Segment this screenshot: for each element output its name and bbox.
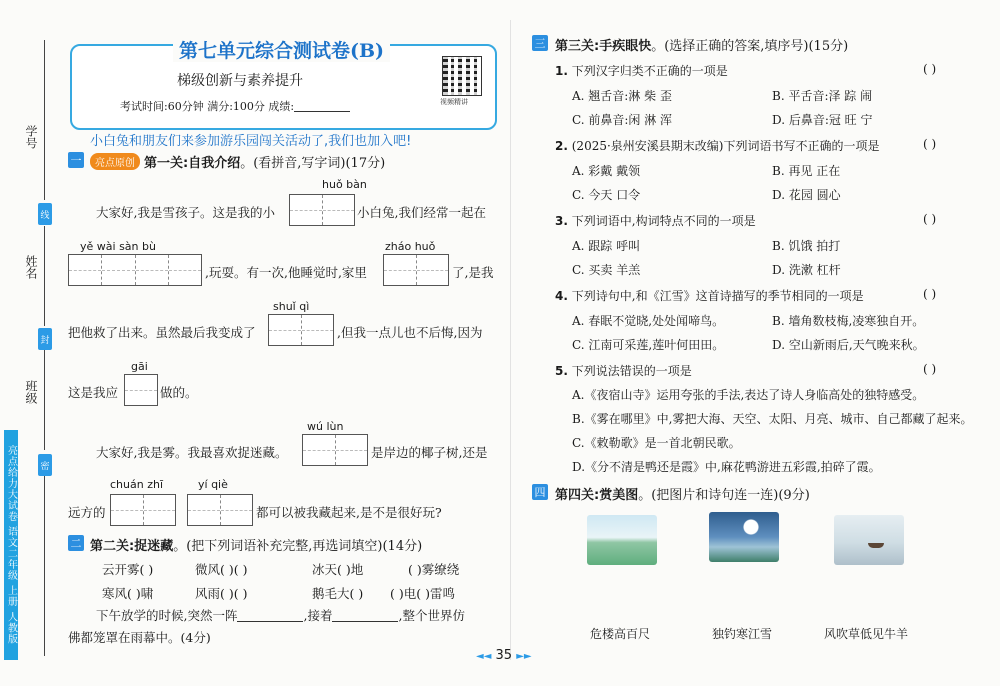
pinyin: yí qiè — [198, 478, 228, 491]
section-number: 三 — [532, 35, 548, 51]
writing-grid[interactable] — [383, 254, 449, 286]
section-4-heading: 第四关:赏美图。(把图片和诗句连一连)(9分) — [555, 488, 810, 503]
option: B. 再见 正在 — [772, 164, 841, 178]
option: D. 洗漱 杠杆 — [772, 263, 841, 277]
passage-text: ,玩耍。有一次,他睡觉时,家里 — [205, 265, 367, 280]
passage-text: ,但我一点儿也不后悔,因为 — [337, 325, 483, 340]
binding-knot: 线 — [38, 203, 52, 225]
idiom-item[interactable]: 云开雾( ) — [102, 562, 154, 577]
passage-text: 大家好,我是雪孩子。这是我的小 — [96, 205, 275, 220]
option: C. 买卖 羊羔 — [572, 263, 641, 277]
passage-text: 做的。 — [160, 385, 198, 400]
page-title: 第七单元综合测试卷(B) — [70, 36, 493, 63]
poem-caption[interactable]: 危楼高百尺 — [590, 627, 651, 641]
idiom-item[interactable]: 风雨( )( ) — [195, 586, 248, 601]
answer-paren[interactable]: ( ) — [923, 212, 937, 226]
section-number: 二 — [68, 535, 84, 551]
passage-text: 都可以被我藏起来,是不是很好玩? — [256, 505, 442, 520]
idiom-item[interactable]: 寒风( )啸 — [102, 586, 154, 601]
idiom-item[interactable]: 冰天( )地 — [312, 562, 364, 577]
pinyin: shuǐ qì — [273, 300, 310, 313]
qr-code-icon — [442, 56, 482, 96]
idiom-item[interactable]: 鹅毛大( ) — [312, 586, 364, 601]
grassland-picture[interactable] — [587, 515, 657, 565]
fill-blank[interactable] — [237, 609, 303, 622]
binding-knot: 封 — [38, 328, 52, 350]
book-spine: 亮点给力大试卷 语文二年级 上册 人教版 — [4, 430, 18, 660]
writing-grid[interactable] — [289, 194, 355, 226]
exam-info: 考试时间:60分钟 满分:100分 成绩: — [120, 98, 350, 114]
option: B. 平舌音:泽 踪 闹 — [772, 89, 873, 103]
passage-text: 大家好,我是雾。我最喜欢捉迷藏。 — [96, 445, 288, 460]
option: C.《敕勒歌》是一首北朝民歌。 — [572, 436, 741, 450]
poem-caption[interactable]: 独钓寒江雪 — [712, 627, 773, 641]
option: A.《夜宿山寺》运用夸张的手法,表达了诗人身临高处的独特感受。 — [572, 388, 925, 402]
header-subtitle: 梯级创新与素养提升 — [177, 73, 303, 89]
fill-blank[interactable] — [332, 609, 398, 622]
idiom-item[interactable]: ( )电( )雷鸣 — [390, 586, 455, 601]
section-1-heading: 亮点原创 第一关:自我介绍。(看拼音,写字词)(17分) — [90, 152, 385, 171]
writing-grid[interactable] — [268, 314, 334, 346]
option: B. 墙角数枝梅,凌寒独自开。 — [772, 314, 925, 328]
answer-paren[interactable]: ( ) — [923, 137, 937, 151]
prev-arrow-icon: ◄◄ — [476, 651, 492, 662]
writing-grid[interactable] — [68, 254, 202, 286]
option: A. 春眠不觉晓,处处闻啼鸟。 — [572, 314, 725, 328]
intro-text: 小白兔和朋友们来参加游乐园闯关活动了,我们也加入吧! — [90, 134, 412, 149]
answer-paren[interactable]: ( ) — [923, 362, 937, 376]
writing-grid[interactable] — [187, 494, 253, 526]
pinyin: yě wài sàn bù — [80, 240, 156, 253]
binding-line — [44, 226, 45, 326]
section-3-heading: 第三关:手疾眼快。(选择正确的答案,填序号)(15分) — [555, 39, 849, 54]
boat-icon — [868, 543, 884, 548]
option: A. 彩戴 戴领 — [572, 164, 641, 178]
pinyin: zháo huǒ — [385, 240, 436, 253]
passage-text: 是岸边的椰子树,还是 — [371, 445, 488, 460]
page-divider — [510, 20, 511, 660]
question: 2. (2025·泉州安溪县期末改编)下列词语书写不正确的一项是 — [555, 139, 880, 153]
section-2-heading: 第二关:捉迷藏。(把下列词语补充完整,再选词填空)(14分) — [90, 539, 423, 554]
question: 3. 下列词语中,构词特点不同的一项是 — [555, 214, 756, 228]
option: B. 饥饿 拍打 — [772, 239, 841, 253]
poem-caption[interactable]: 风吹草低见牛羊 — [824, 627, 909, 641]
pinyin: huǒ bàn — [322, 178, 367, 191]
writing-grid[interactable] — [124, 374, 158, 406]
passage-text: 远方的 — [68, 505, 106, 520]
question: 5. 下列说法错误的一项是 — [555, 364, 692, 378]
question: 1. 下列汉字归类不正确的一项是 — [555, 64, 728, 78]
option: A. 跟踪 呼叫 — [572, 239, 641, 253]
fill-sentence: 下午放学的时候,突然一阵 ,接着 ,整个世界仿 — [96, 608, 465, 623]
writing-grid[interactable] — [110, 494, 176, 526]
binding-line — [44, 476, 45, 656]
section-number: 四 — [532, 484, 548, 500]
option: D. 后鼻音:冠 旺 宁 — [772, 113, 873, 127]
name-label: 姓名 — [24, 255, 38, 279]
binding-line — [44, 350, 45, 450]
binding-line — [44, 40, 45, 200]
passage-text: 把他救了出来。虽然最后我变成了 — [68, 325, 256, 340]
student-number-label: 学号 — [24, 125, 38, 149]
page-number: ◄◄ 35 ►► — [476, 648, 532, 663]
tall-building-picture[interactable] — [709, 512, 779, 562]
option: D. 空山新雨后,天气晚来秋。 — [772, 338, 925, 352]
option: B.《雾在哪里》中,雾把大海、天空、太阳、月亮、城市、自己都藏了起来。 — [572, 412, 973, 426]
qr-caption: 视频精讲 — [440, 98, 468, 106]
idiom-item[interactable]: 微风( )( ) — [195, 562, 248, 577]
question: 4. 下列诗句中,和《江雪》这首诗描写的季节相同的一项是 — [555, 289, 864, 303]
option: D.《分不清是鸭还是霞》中,麻花鸭游进五彩霞,拍碎了霞。 — [572, 460, 881, 474]
pinyin: wú lùn — [307, 420, 344, 433]
option: C. 江南可采莲,莲叶何田田。 — [572, 338, 725, 352]
fill-sentence: 佛都笼罩在雨幕中。(4分) — [68, 630, 211, 645]
pinyin: gāi — [131, 360, 148, 373]
option: C. 今天 口令 — [572, 188, 641, 202]
next-arrow-icon: ►► — [516, 651, 532, 662]
answer-paren[interactable]: ( ) — [923, 62, 937, 76]
class-label: 班级 — [24, 380, 38, 404]
section-number: 一 — [68, 152, 84, 168]
pinyin: chuán zhī — [110, 478, 164, 491]
passage-text: 了,是我 — [452, 265, 494, 280]
writing-grid[interactable] — [302, 434, 368, 466]
passage-text: 小白兔,我们经常一起在 — [357, 205, 486, 220]
snowy-river-picture[interactable] — [834, 515, 904, 565]
option: C. 前鼻音:闲 淋 浑 — [572, 113, 673, 127]
option: D. 花园 圆心 — [772, 188, 841, 202]
idiom-item[interactable]: ( )雾缭绕 — [408, 562, 460, 577]
original-badge: 亮点原创 — [90, 153, 140, 170]
passage-text: 这是我应 — [68, 385, 119, 400]
option: A. 翘舌音:淋 柴 歪 — [572, 89, 672, 103]
answer-paren[interactable]: ( ) — [923, 287, 937, 301]
binding-knot: 密 — [38, 454, 52, 476]
